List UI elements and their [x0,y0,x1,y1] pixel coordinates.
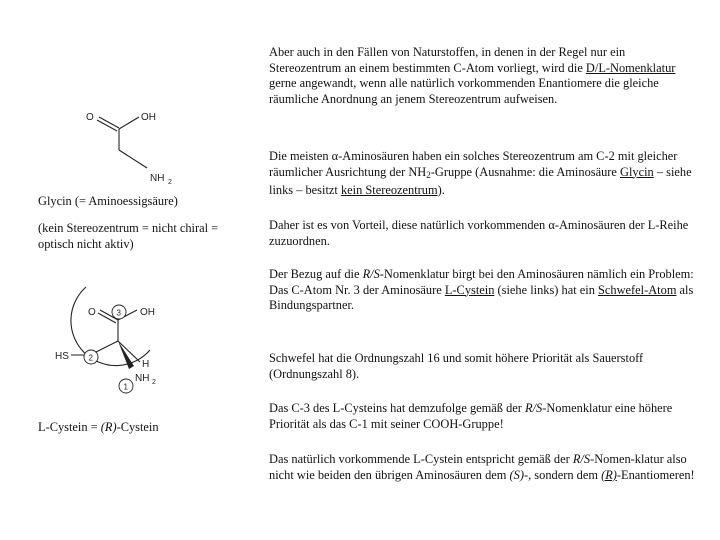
link-l-cystein[interactable]: L-Cystein [444,282,495,297]
link-glycin[interactable]: Glycin [620,164,654,179]
paragraph-l-series: Daher ist es von Vorteil, diese natürlich vorkommenden α-Aminosäuren der L-Reihe zuzuordnen. [269,218,689,248]
glycin-structure [75,100,185,188]
paragraph-dl-nomenclature: Aber auch in den Fällen von Naturstoffen, in denen in der Regel nur ein Stereozentrum an einem bestimmten C-Atom vorliegt, wird die D/L-Nomenklatur gerne angewandt, wenn alle natürlich vorkommenden Enantiomere die gleiche räumliche Anordnung an jenem Stereozentrum aufweisen. [269,45,676,106]
glycin-note: (kein Stereozentrum = nicht chiral = optisch nicht aktiv) [38,221,219,251]
cystein-oh-label: OH [140,307,155,318]
alpha-symbol: α [548,218,555,232]
link-dl-nomenklatur[interactable]: D/L-Nomenklatur [585,60,676,75]
paragraph-c3-priority: Das C-3 des L-Cysteins hat demzufolge gemäß der R/S-Nomenklatur eine höhere Priorität als das C-1 mit seiner COOH-Gruppe! [269,401,673,431]
link-kein-stereozentrum[interactable]: kein Stereozentrum [340,183,438,198]
glycin-nh-sub: 2 [168,179,172,186]
glycin-caption: Glycin (= Aminoessigsäure) [38,194,178,208]
cystein-nh-label: NH [135,373,150,384]
cystein-c3-number: 3 [116,308,121,318]
cystein-h-label: H [142,359,150,370]
cystein-hs-label: HS [55,351,69,362]
cystein-nh-sub: 2 [152,379,156,386]
paragraph-rs-problem: Der Bezug auf die R/S-Nomenklatur birgt bei den Aminosäuren nämlich ein Problem: Das C-Atom Nr. 3 der Aminosäure L-Cystein (siehe links) hat ein Schwefel-Atom als Bindungspartner. [269,267,694,313]
cystein-o-label: O [88,307,96,318]
paragraph-r-enantiomer: Das natürlich vorkommende L-Cystein entspricht gemäß der R/S-Nomen-klatur also nicht wie beiden den übrigen Aminosäuren dem (S)-, sondern dem (R)-Enantiomeren! [269,452,695,482]
cystein-structure [38,272,178,402]
cystein-caption-config: (R) [100,420,117,434]
link-r-enantiomer[interactable]: (R) [601,467,617,482]
glycin-oh-label: OH [141,112,156,123]
paragraph-sulfur-priority: Schwefel hat die Ordnungszahl 16 und somit höhere Priorität als Sauerstoff (Ordnungszahl 8). [269,351,644,381]
link-schwefel-atom[interactable]: Schwefel-Atom [598,282,677,297]
cystein-c2-number: 2 [88,353,93,363]
glycin-nh-label: NH [150,173,165,184]
cystein-caption-prefix: L-Cystein = [38,420,101,434]
alpha-symbol: α [331,149,339,163]
glycin-o-label: O [86,112,94,123]
cystein-caption-suffix: -Cystein [116,420,159,434]
paragraph-stereocenter: Die meisten α-Aminosäuren haben ein solches Stereozentrum am C-2 mit gleicher räumlicher Ausrichtung der $NH_2$-Gruppe (Ausnahme: die Aminosäure Glycin – siehe links – besitzt kein Stereozentrum). [269,149,692,198]
cystein-caption [38,420,238,436]
cystein-c1-number: 1 [123,382,128,392]
